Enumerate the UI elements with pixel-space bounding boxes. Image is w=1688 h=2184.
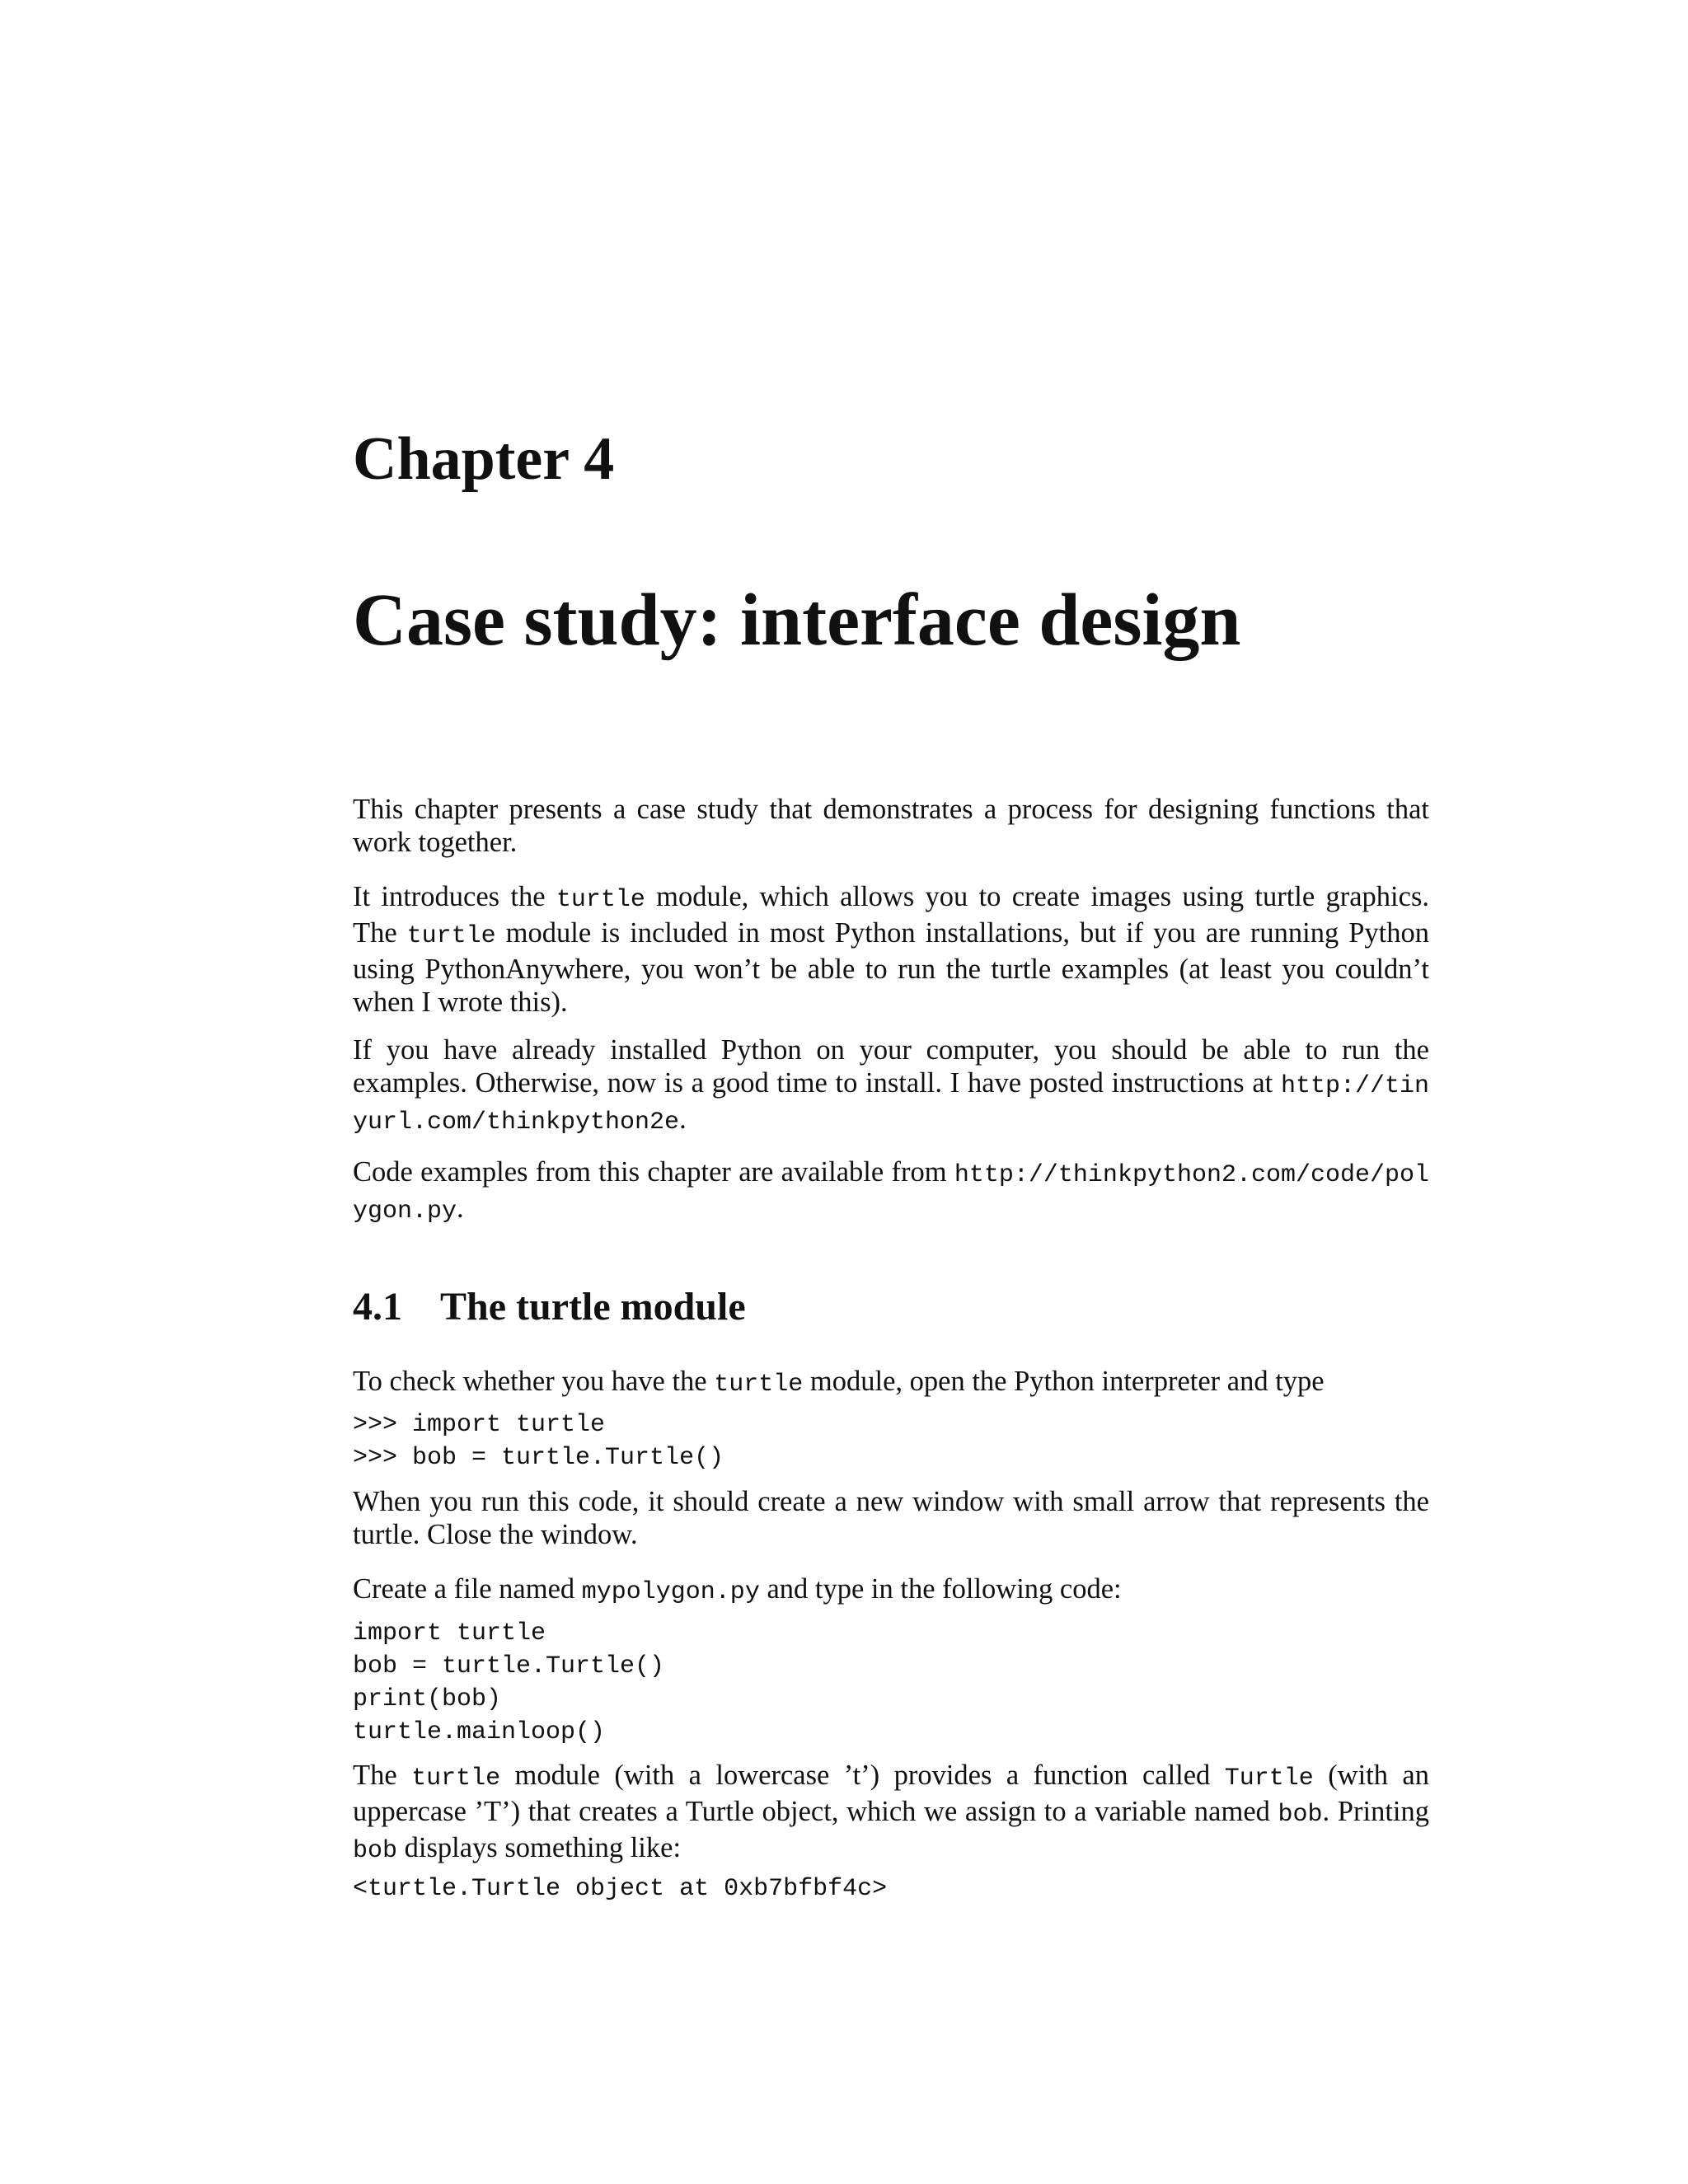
text-run: . Printing <box>1322 1796 1429 1827</box>
text-run: . <box>679 1104 687 1135</box>
text-run: Create a file named <box>353 1573 582 1605</box>
section-number: 4.1 <box>353 1285 402 1329</box>
inline-code: Turtle <box>1224 1765 1314 1793</box>
inline-code: turtle <box>411 1765 501 1793</box>
body-paragraph-7 <box>353 1572 1429 1609</box>
text-run: If you have already installed Python on your computer, you should be able to run the examples. Otherwise, now is a good time to install. I have posted instructions at <box>353 1034 1429 1099</box>
text-run: and type in the following code: <box>759 1573 1122 1605</box>
link-install-instructions[interactable]: http://tinyurl.com/thinkpython2e <box>353 1072 1429 1137</box>
text-run: module, open the Python interpreter and type <box>803 1366 1325 1397</box>
code-block-interpreter: >>> import turtle >>> bob = turtle.Turtle() <box>353 1411 724 1472</box>
text-run: module, which allows you to create images using turtle graphics. The <box>353 881 1429 949</box>
section-title: The turtle module <box>440 1285 746 1329</box>
intro-paragraph-1-text: This chapter presents a case study that demonstrates a process for designing functions that work together. <box>353 794 1429 858</box>
intro-paragraph-2 <box>353 880 1429 1019</box>
link-code-examples[interactable]: http://thinkpython2.com/code/polygon.py <box>353 1161 1429 1226</box>
chapter-label: Chapter 4 <box>353 425 615 493</box>
intro-paragraph-3 <box>353 1033 1429 1139</box>
body-paragraph-6 <box>353 1485 1429 1551</box>
intro-paragraph-4 <box>353 1155 1429 1228</box>
inline-code: turtle <box>714 1371 804 1399</box>
inline-code: turtle <box>556 886 645 914</box>
body-paragraph-5 <box>353 1365 1429 1401</box>
text-run: module is included in most Python installations, but if you are running Python using PythonAnywhere, you won’t be able to run the turtle examples (at least you couldn’t when I wrote this). <box>353 917 1430 1018</box>
text-run: displays something like: <box>397 1832 682 1863</box>
inline-code: bob <box>353 1837 398 1865</box>
body-paragraph-8 <box>353 1759 1429 1868</box>
inline-code: turtle <box>406 922 496 950</box>
code-block-output: <turtle.Turtle object at 0xb7bfbf4c> <box>353 1875 888 1903</box>
intro-paragraph-1 <box>353 793 1429 859</box>
text-run: To check whether you have the <box>353 1366 715 1397</box>
text-run: It introduces the <box>353 881 556 912</box>
text-run: module (with a lowercase ’t’) provides a function called <box>500 1760 1225 1791</box>
text-run: The <box>353 1760 412 1791</box>
code-block-mypolygon: import turtle bob = turtle.Turtle() print(bob) turtle.mainloop() <box>353 1619 665 1746</box>
section-heading <box>353 1287 746 1327</box>
inline-code: mypolygon.py <box>581 1578 760 1606</box>
text-run: . <box>457 1193 464 1224</box>
inline-code: bob <box>1278 1801 1323 1829</box>
body-paragraph-6-text: When you run this code, it should create a new window with small arrow that represents the turtle. Close the window. <box>353 1486 1429 1550</box>
text-run: (with an uppercase ’T’) that creates a Turtle object, which we assign to a variable named <box>353 1760 1429 1827</box>
chapter-title: Case study: interface design <box>353 579 1241 661</box>
text-run: Code examples from this chapter are available from <box>353 1156 954 1188</box>
